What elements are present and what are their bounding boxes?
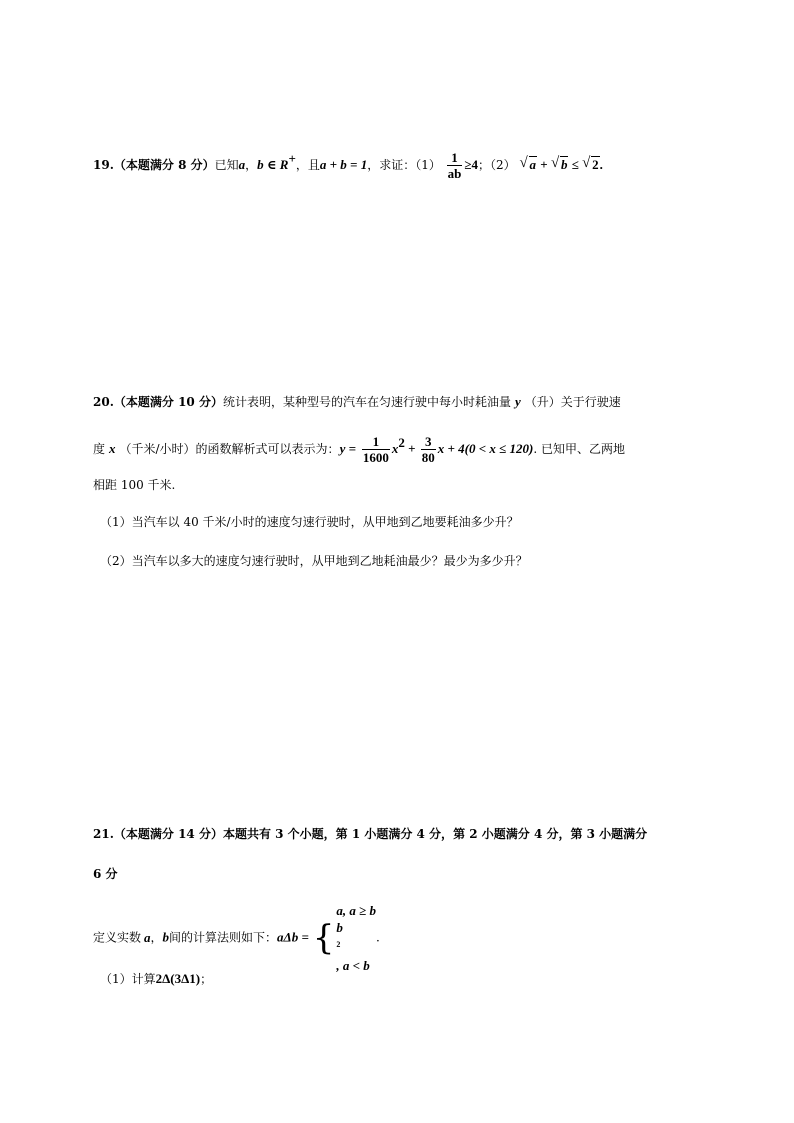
question-21-sub1 [100,970,212,988]
fraction-denominator: ab [447,166,462,181]
text: （1）当汽车以 40 千米/小时的速度匀速行驶时，从甲地到乙地要耗油多少升？ [100,515,519,529]
math-condition: a + b = 1 [319,157,368,172]
text: ，且 [295,158,320,172]
text: ， [245,158,258,172]
question-number: 19. [93,158,114,172]
sqrt-2: √ 2 [582,155,599,172]
math-var: a [144,929,151,945]
case-2 [336,919,376,974]
math-var: b [162,929,170,945]
operator-definition: aΔb = [277,929,309,945]
text: 相距 100 千米. [93,478,176,492]
piecewise-function: { a, a ≥ b b $^2$ , a < b [312,903,376,973]
fraction-denominator: 1600 [362,450,389,465]
fraction [447,150,463,181]
score-label: （本题满分 14 分）本题共有 3 个小题，第 1 小题满分 4 分，第 2 小题满分 4 分，第 3 小题满分 [113,827,648,841]
fraction-numerator: 3 [421,434,436,450]
sqrt-b: √ b [550,155,568,172]
case-2-rest: , a < b [336,958,370,973]
case-1: a, a ≥ b [336,903,376,918]
case-2-base: b [336,920,343,935]
sqrt-a: √ a [519,155,537,172]
text: 度 [93,442,106,456]
superscript: 2 [336,940,341,949]
formula-lhs: y = [339,441,356,456]
text: 间的计算法则如下： [169,930,278,945]
question-number: 21. [93,827,114,841]
math-var: x [109,441,116,456]
question-21-header [93,825,647,843]
score-label: （本题满分 8 分） [113,158,215,172]
superscript: 2 [398,435,405,450]
text: ；（2） [478,158,516,172]
fraction [421,434,436,465]
sqrt-arg: 2 [592,157,599,172]
question-21-definition [93,902,380,974]
operator: ≤ [568,157,583,172]
operator: + [537,157,551,172]
question-20-line2 [93,434,625,465]
text: . 已知甲、乙两地 [533,442,625,456]
text: （千米/小时）的函数解析式可以表示为： [119,442,340,456]
text: （1）计算 [100,972,156,986]
math-var: y [514,394,521,409]
text: 统计表明，某种型号的汽车在匀速行驶中每小时耗油量 [222,395,511,409]
fraction [362,434,390,465]
question-20-sub1 [100,513,519,531]
inequality: ≥4 [464,157,479,172]
score-label: （本题满分 10 分） [113,395,223,409]
math-expression: 2Δ(3Δ1) [155,971,201,986]
fraction-numerator: 1 [362,434,390,450]
question-20-line3 [93,476,175,494]
period: . [599,157,603,172]
period: . [375,930,380,945]
text: 已知 [214,158,239,172]
math-var: a [238,157,246,172]
text: ， [150,930,163,945]
math-var: x [391,441,399,456]
text: ； [200,972,213,986]
formula-tail: x + 4(0 < x ≤ 120) [437,441,534,456]
math-set: b ∈ R [257,157,289,172]
text: 6 分 [93,867,118,881]
question-number: 20. [93,395,114,409]
sqrt-arg: b [560,157,568,172]
fraction-numerator: 1 [447,150,463,166]
question-21-header2 [93,865,118,883]
question-20-line1 [93,393,621,411]
question-20-sub2 [100,552,528,570]
sqrt-arg: a [529,157,537,172]
text: （升）关于行驶速 [524,395,621,409]
fraction-denominator: 80 [421,450,435,465]
question-19 [93,150,603,181]
text: 定义实数 [93,930,142,945]
operator: + [404,441,419,456]
text: ，求证：（1） [367,158,441,172]
superscript: + [288,151,296,166]
text: （2）当汽车以多大的速度匀速行驶时，从甲地到乙地耗油最少？最少为多少升？ [100,554,528,568]
